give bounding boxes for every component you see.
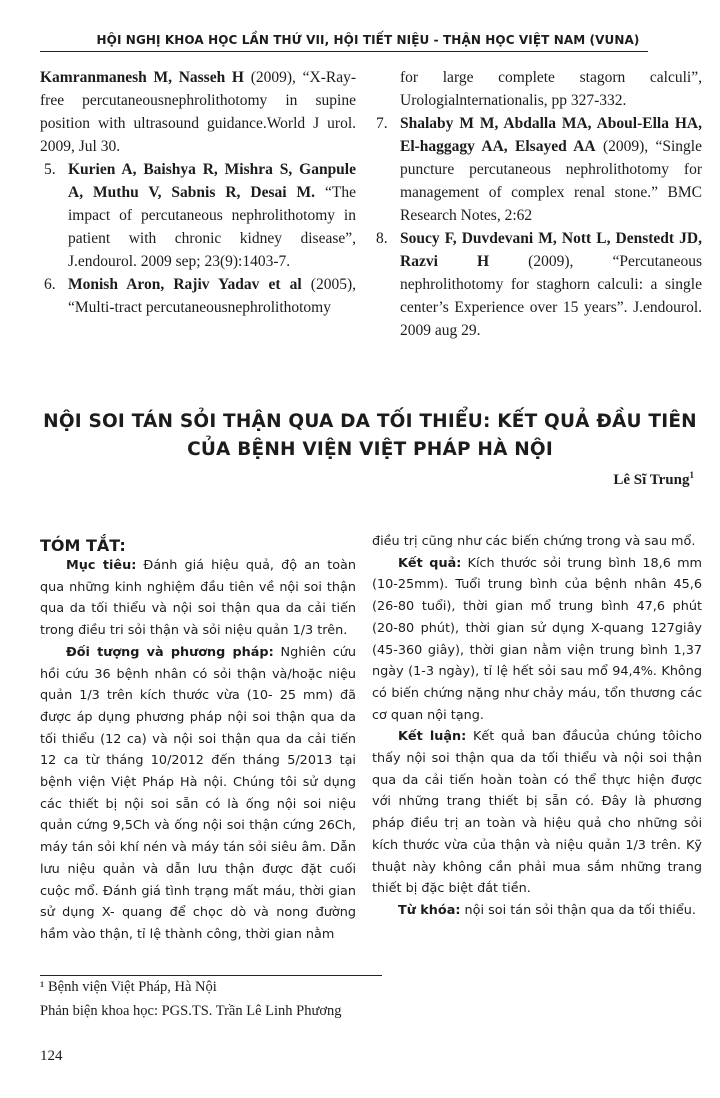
results-paragraph: Kết quả: Kích thước sỏi trung bình 18,6 mm (10-25mm). Tuổi trung bình của bệnh nhân 45,6 (26-80 tuổi), thời gian mổ trung bình 47,6 phút (20-80 phút), thời gian sử dụng X-quang 127giây (45-360 giây), thời gian nằm viện trung bình 1,37 ngày (1-3 ngày), tỉ lệ hết sỏi sau mổ 94,4%. Không có biến chứng nặng như chảy máu, tổn thương các cơ quan nội tạng.	[372, 555, 702, 723]
summary-heading: TÓM TẮT:	[40, 536, 126, 555]
reference-item: Kamranmanesh M, Nasseh H (2009), “X-Ray-free percutaneousnephrolithotomy in supine position with ultrasound guidance.World J urol. 2009, Jul 30.	[40, 69, 356, 155]
reference-item: 6. Monish Aron, Rajiv Yadav et al (2005), “Multi-tract percutaneousnephrolithotomy	[44, 276, 356, 316]
methods-paragraph: Đối tượng và phương pháp: Nghiên cứu hồi cứu 36 bệnh nhân có sỏi thận và/hoặc niệu quản 1/3 trên kích thước vừa (10- 25 mm) đã được áp dụng phương pháp nội soi thận qua da tối thiểu (12 ca) và nội soi thận qua da cải tiến 12 ca từ tháng 10/2012 đến tháng 5/2013 tại bệnh viện Việt Pháp Hà nội. Chúng tôi sử dụng các thiết bị nội soi sẵn có là ống nội soi niệu quản cứng 9,5Ch và ống nội soi thận cứng 26Ch, máy tán sỏi khí nén và máy tán sỏi siêu âm. Dẫn lưu niệu quản và dẫn lưu thận được đặt cuối cuộc mổ. Đánh giá tình trạng mất máu, thời gian sử dụng X- quang để chọc dò và nong đường hầm vào thận, tỉ lệ thành công, thời gian nằm	[40, 644, 356, 942]
article-title	[40, 408, 700, 464]
article-author: Lê Sĩ Trung$^1$	[613, 470, 694, 488]
footnote-reviewer: Phản biện khoa học: PGS.TS. Trần Lê Linh Phương	[40, 1003, 342, 1019]
reference-item: for large complete stagorn calculi”, Urologialnternationalis, pp 327-332.	[400, 69, 702, 109]
footnote-affiliation: ¹ Bệnh viện Việt Pháp, Hà Nội	[40, 979, 217, 995]
page-number: 124	[40, 1048, 63, 1064]
article-title-line: NỘI SOI TÁN SỎI THẬN QUA DA TỐI THIỂU: KẾT QUẢ ĐẦU TIÊN	[43, 411, 697, 432]
abstract-right-column	[372, 531, 702, 922]
abstract-left-column	[40, 555, 356, 946]
reference-item: 7. Shalaby M M, Abdalla MA, Aboul-Ella HA, El-haggagy AA, Elsayed AA (2009), “Single puncture percutaneous nephrolithotomy for management of complex renal stone.” BMC Research Notes, 2:62	[376, 115, 702, 224]
header-rule	[40, 51, 648, 52]
references-left-column	[40, 66, 356, 319]
footnote-rule	[40, 975, 382, 976]
objective-paragraph: Mục tiêu: Đánh giá hiệu quả, độ an toàn qua những kinh nghiệm đầu tiên về nội soi thận qua da tối thiểu và nội soi thận qua da cải tiến trong điều tri sỏi thận và sỏi niệu quản 1/3 trên.	[40, 558, 356, 639]
article-title-line: CỦA BỆNH VIỆN VIỆT PHÁP HÀ NỘI	[187, 439, 553, 460]
reference-item: 8. Soucy F, Duvdevani M, Nott L, Denstedt JD, Razvi H (2009), “Percutaneous nephrolithotomy for staghorn calculi: a single center’s Experience over 15 years”. J.endourol. 2009 aug 29.	[376, 230, 703, 339]
running-header: HỘI NGHỊ KHOA HỌC LẦN THỨ VII, HỘI TIẾT NIỆU - THẬN HỌC VIỆT NAM (VUNA)	[96, 33, 640, 47]
methods-continuation: điều trị cũng như các biến chứng trong và sau mổ.	[372, 534, 696, 549]
conclusion-paragraph: Kết luận: Kết quả ban đầucủa chúng tôicho thấy nội soi thận qua da tối thiểu và nội soi thận qua da cải tiến hoàn toàn có thể thực hiện được với những trang thiết bị sẵn có. Đây là phương pháp điều trị an toàn và hiệu quả cho những sỏi kích thước vừa của thận và niệu quản 1/3 trên. Kỹ thuật này không cần phải mua sắm những trang thiết bị đặc biệt đắt tiền.	[372, 729, 702, 897]
references-right-column	[372, 66, 702, 342]
keywords-paragraph: Từ khóa: nội soi tán sỏi thận qua da tối thiểu.	[398, 902, 696, 918]
reference-item: 5. Kurien A, Baishya R, Mishra S, Ganpule A, Muthu V, Sabnis R, Desai M. “The impact of percutaneous nephrolithotomy in patient with chronic kidney disease”, J.endourol. 2009 sep; 23(9):1403-7.	[44, 161, 356, 270]
